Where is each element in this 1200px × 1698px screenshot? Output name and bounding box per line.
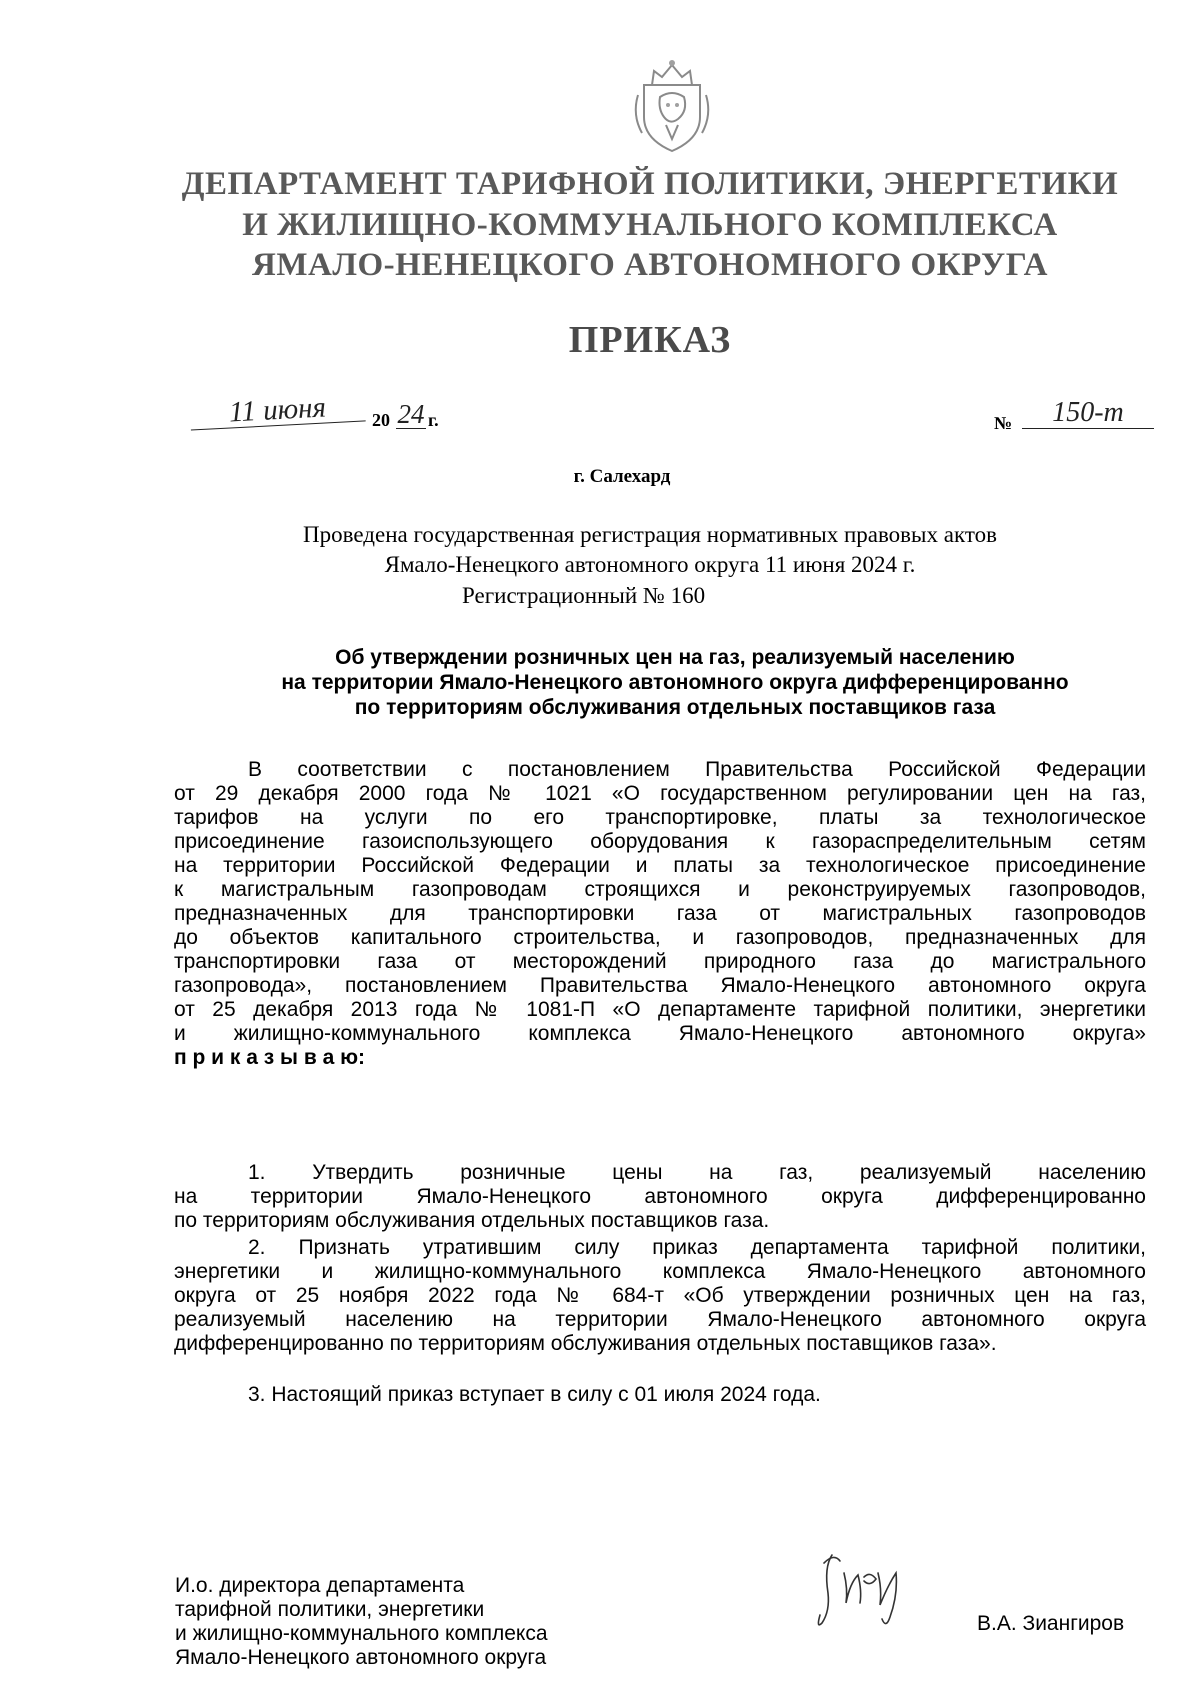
handwritten-signature (810, 1545, 915, 1635)
preamble-line: присоединение газоиспользующего оборудования к газораспределительным сетям (174, 830, 1146, 853)
registration-line-2: Ямало-Ненецкого автономного округа 11 июня 2024 г. (384, 552, 916, 577)
signer-name: В.А. Зиангиров (977, 1612, 1125, 1635)
item-line: 3. Настоящий приказ вступает в силу с 01 июля 2024 года. (248, 1383, 821, 1406)
item-line: 2. Признать утратившим силу приказ департамента тарифной политики, (248, 1236, 1146, 1259)
subject-line: на территории Ямало-Ненецкого автономного округа дифференцированно (281, 671, 1069, 694)
signer-position-line: и жилищно-коммунального комплекса (175, 1622, 548, 1645)
document-type-title: ПРИКАЗ (568, 319, 732, 361)
preamble-paragraph (174, 758, 1146, 1070)
subject-line: Об утверждении розничных цен на газ, реализуемый населению (335, 646, 1015, 669)
order-item-2 (174, 1236, 1146, 1356)
item-line: округа от 25 ноября 2022 года № 684-т «Об утверждении розничных цен на газ, (174, 1284, 1146, 1307)
signer-position-line: И.о. директора департамента (175, 1574, 465, 1597)
coat-of-arms-emblem (630, 55, 714, 155)
preamble-line: от 29 декабря 2000 года № 1021 «О государственном регулировании цен на газ, (174, 782, 1146, 805)
department-name-line-1: ДЕПАРТАМЕНТ ТАРИФНОЙ ПОЛИТИКИ, ЭНЕРГЕТИКИ (181, 166, 1119, 202)
year-prefix: 20 (372, 410, 390, 430)
order-number-prefix: № (994, 413, 1013, 433)
item-line: на территории Ямало-Ненецкого автономного округа дифференцированно (174, 1185, 1146, 1208)
signer-position-line: Ямало-Ненецкого автономного округа (175, 1646, 547, 1669)
signer-position (175, 1574, 548, 1670)
preamble-line: В соответствии с постановлением Правительства Российской Федерации (248, 758, 1146, 781)
subject-line: по территориям обслуживания отдельных поставщиков газа (354, 696, 996, 719)
item-line: 1. Утвердить розничные цены на газ, реализуемый населению (248, 1161, 1146, 1184)
handwritten-year: 24 (397, 399, 425, 429)
registration-line-3: Регистрационный № 160 (462, 583, 706, 608)
order-word: п р и к а з ы в а ю: (174, 1046, 366, 1069)
order-item-1 (174, 1161, 1146, 1233)
preamble-line: предназначенных для транспортировки газа от магистральных газопроводов (174, 902, 1146, 925)
handwritten-order-number: 150-т (1022, 398, 1154, 429)
year-suffix: г. (428, 410, 439, 430)
department-name-line-3: ЯМАЛО-НЕНЕЦКОГО АВТОНОМНОГО ОКРУГА (252, 247, 1048, 283)
item-line: по территориям обслуживания отдельных поставщиков газа. (174, 1209, 770, 1232)
department-name-line-2: И ЖИЛИЩНО-КОММУНАЛЬНОГО КОМПЛЕКСА (242, 207, 1058, 243)
order-subject (200, 645, 1150, 720)
registration-line-1: Проведена государственная регистрация нормативных правовых актов (303, 522, 997, 547)
preamble-line: транспортировки газа от месторождений природного газа до магистрального (174, 950, 1146, 973)
signer-position-line: тарифной политики, энергетики (175, 1598, 485, 1621)
preamble-line: до объектов капитального строительства, и газопроводов, предназначенных для (174, 926, 1146, 949)
preamble-line: газопровода», постановлением Правительства Ямало-Ненецкого автономного округа (174, 974, 1146, 997)
preamble-line: от 25 декабря 2013 года № 1081-П «О департаменте тарифной политики, энергетики (174, 998, 1146, 1021)
preamble-line: к магистральным газопроводам строящихся и реконструируемых газопроводов, (174, 878, 1146, 901)
preamble-line: и жилищно-коммунального комплекса Ямало-Ненецкого автономного округа» (174, 1022, 1146, 1045)
preamble-line: на территории Российской Федерации и платы за технологическое присоединение (174, 854, 1146, 877)
item-line: дифференцированно по территориям обслуживания отдельных поставщиков газа». (174, 1332, 997, 1355)
item-line: реализуемый населению на территории Ямало-Ненецкого автономного округа (174, 1308, 1146, 1331)
order-item-3 (174, 1383, 1146, 1407)
handwritten-date: 11 июня (189, 390, 365, 430)
city-name: г. Салехард (573, 466, 671, 487)
preamble-line: тарифов на услуги по его транспортировке, платы за технологическое (174, 806, 1146, 829)
item-line: энергетики и жилищно-коммунального комплекса Ямало-Ненецкого автономного (174, 1260, 1146, 1283)
